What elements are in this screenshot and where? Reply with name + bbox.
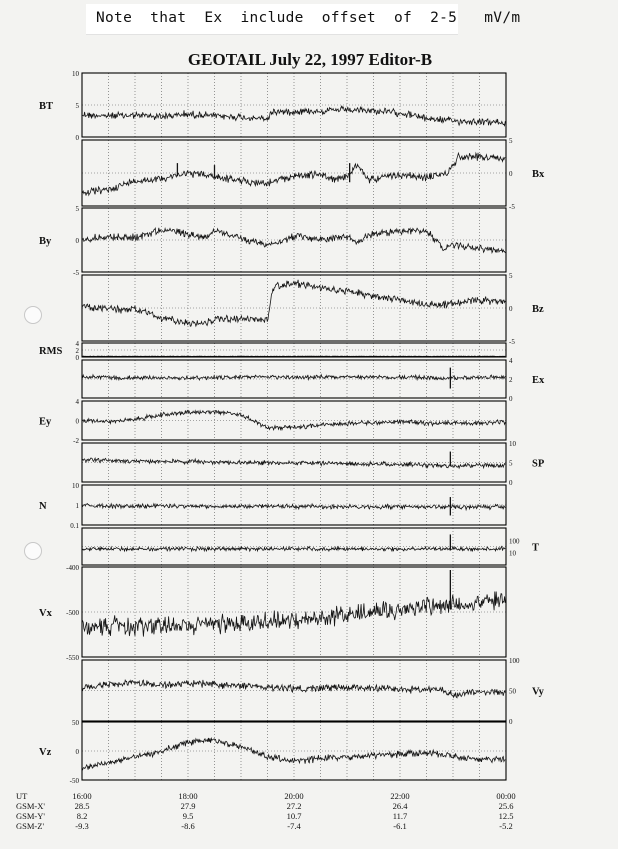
y-tick-label: 5 bbox=[509, 272, 513, 280]
panel-vz bbox=[39, 719, 506, 785]
page-title: GEOTAIL July 22, 1997 Editor-B bbox=[187, 50, 433, 69]
y-tick-label: 10 bbox=[509, 440, 516, 448]
panel-sp bbox=[82, 440, 545, 487]
y-tick-label: 0 bbox=[75, 748, 79, 756]
orbit-value: -8.6 bbox=[181, 821, 195, 831]
panel-ey bbox=[39, 398, 506, 445]
panel-label-by: By bbox=[39, 236, 52, 247]
y-tick-label: 10 bbox=[72, 70, 79, 78]
panel-label-bt: BT bbox=[39, 101, 54, 112]
y-tick-label: 0 bbox=[509, 305, 513, 313]
y-tick-label: 0 bbox=[509, 395, 513, 403]
panel-ex bbox=[82, 357, 545, 403]
panel-vy bbox=[82, 657, 545, 726]
x-tick-label: 18:00 bbox=[178, 791, 198, 801]
series-trace-n bbox=[83, 504, 506, 510]
x-tick-label: 22:00 bbox=[390, 791, 410, 801]
series-trace-sp bbox=[83, 458, 506, 468]
y-tick-label: 4 bbox=[509, 357, 513, 365]
y-tick-label: 10 bbox=[72, 482, 79, 490]
y-tick-label: -50 bbox=[69, 777, 79, 785]
y-tick-label: -400 bbox=[66, 564, 79, 572]
y-tick-label: 0.1 bbox=[70, 522, 79, 530]
panel-label-bz: Bz bbox=[532, 304, 544, 315]
panel-label-ey: Ey bbox=[39, 416, 52, 428]
orbit-value: 28.5 bbox=[74, 801, 90, 811]
y-tick-label: 2 bbox=[509, 376, 513, 384]
y-tick-label: -5 bbox=[509, 338, 515, 346]
y-tick-label: 0 bbox=[75, 134, 79, 142]
y-tick-label: 0 bbox=[509, 170, 513, 178]
orbit-row-label: GSM-Z' bbox=[16, 821, 44, 831]
y-tick-label: 0 bbox=[509, 718, 513, 726]
panel-label-vz: Vz bbox=[39, 747, 52, 758]
series-trace-vy bbox=[83, 680, 506, 698]
y-tick-label: 50 bbox=[509, 687, 516, 696]
y-tick-label: -5 bbox=[509, 203, 515, 211]
orbit-value: 8.2 bbox=[76, 811, 88, 821]
panel-by bbox=[39, 205, 506, 277]
orbit-value: 26.4 bbox=[392, 801, 408, 811]
y-tick-label: 0 bbox=[75, 237, 79, 245]
y-tick-label: -5 bbox=[73, 269, 79, 277]
panel-label-vy: Vy bbox=[532, 686, 544, 698]
panel-label-t: T bbox=[532, 542, 540, 554]
series-trace-t bbox=[83, 546, 506, 551]
orbit-value: 12.5 bbox=[498, 811, 514, 821]
y-tick-label: 0 bbox=[75, 417, 79, 426]
orbit-value: -5.2 bbox=[499, 821, 513, 831]
y-tick-label: 0 bbox=[509, 479, 513, 487]
y-tick-label: 2 bbox=[75, 347, 79, 355]
y-tick-label: 50 bbox=[72, 719, 79, 727]
orbit-row-label: GSM-Y' bbox=[16, 811, 45, 821]
offset-note: Note that Ex include offset of 2-5 mV/m bbox=[96, 10, 521, 26]
panel-bx bbox=[82, 137, 545, 211]
orbit-value: 27.9 bbox=[180, 801, 196, 811]
panel-label-ex: Ex bbox=[532, 375, 545, 386]
panel-n bbox=[39, 482, 506, 530]
panel-bz bbox=[82, 272, 544, 346]
y-tick-label: 100 bbox=[509, 537, 520, 546]
series-trace-by bbox=[83, 228, 506, 253]
x-tick-label: 16:00 bbox=[72, 791, 92, 801]
panel-label-vx: Vx bbox=[39, 608, 52, 619]
series-trace-bx bbox=[83, 153, 506, 196]
orbit-value: -6.1 bbox=[393, 821, 407, 831]
y-tick-label: 5 bbox=[75, 102, 79, 110]
y-tick-label: 1 bbox=[75, 502, 79, 510]
orbit-value: 25.6 bbox=[498, 801, 514, 811]
orbit-value: 11.7 bbox=[392, 811, 408, 821]
panel-t bbox=[82, 528, 539, 565]
y-tick-label: -500 bbox=[66, 609, 79, 617]
panel-label-sp: SP bbox=[532, 458, 545, 470]
panel-label-n: N bbox=[39, 501, 47, 512]
orbit-value: -9.3 bbox=[75, 821, 89, 831]
y-tick-label: 10 bbox=[509, 549, 516, 558]
panel-rms bbox=[39, 340, 506, 362]
panel-label-bx: Bx bbox=[532, 169, 545, 180]
orbit-value: 9.5 bbox=[182, 811, 194, 821]
orbit-row-label: UT bbox=[16, 791, 28, 801]
panel-vx bbox=[39, 564, 506, 662]
panel-bt bbox=[39, 70, 506, 142]
x-tick-label: 20:00 bbox=[284, 791, 304, 801]
panel-label-rms: RMS bbox=[39, 346, 63, 357]
orbit-value: -7.4 bbox=[287, 821, 301, 831]
y-tick-label: -550 bbox=[66, 654, 79, 662]
series-trace-rms bbox=[83, 356, 506, 357]
y-tick-label: 4 bbox=[75, 398, 79, 406]
y-tick-label: 5 bbox=[509, 137, 513, 145]
y-tick-label: 4 bbox=[75, 340, 79, 348]
y-tick-label: 0 bbox=[75, 354, 79, 362]
series-trace-vz bbox=[83, 738, 506, 770]
y-tick-label: 100 bbox=[509, 657, 520, 665]
orbit-value: 27.2 bbox=[286, 801, 302, 811]
y-tick-label: -2 bbox=[73, 437, 79, 445]
orbit-value: 10.7 bbox=[286, 811, 302, 821]
y-tick-label: 5 bbox=[75, 205, 79, 213]
x-tick-label: 00:00 bbox=[496, 791, 516, 801]
series-trace-vx bbox=[83, 592, 506, 637]
y-tick-label: 5 bbox=[509, 459, 513, 468]
orbit-row-label: GSM-X' bbox=[16, 801, 45, 811]
